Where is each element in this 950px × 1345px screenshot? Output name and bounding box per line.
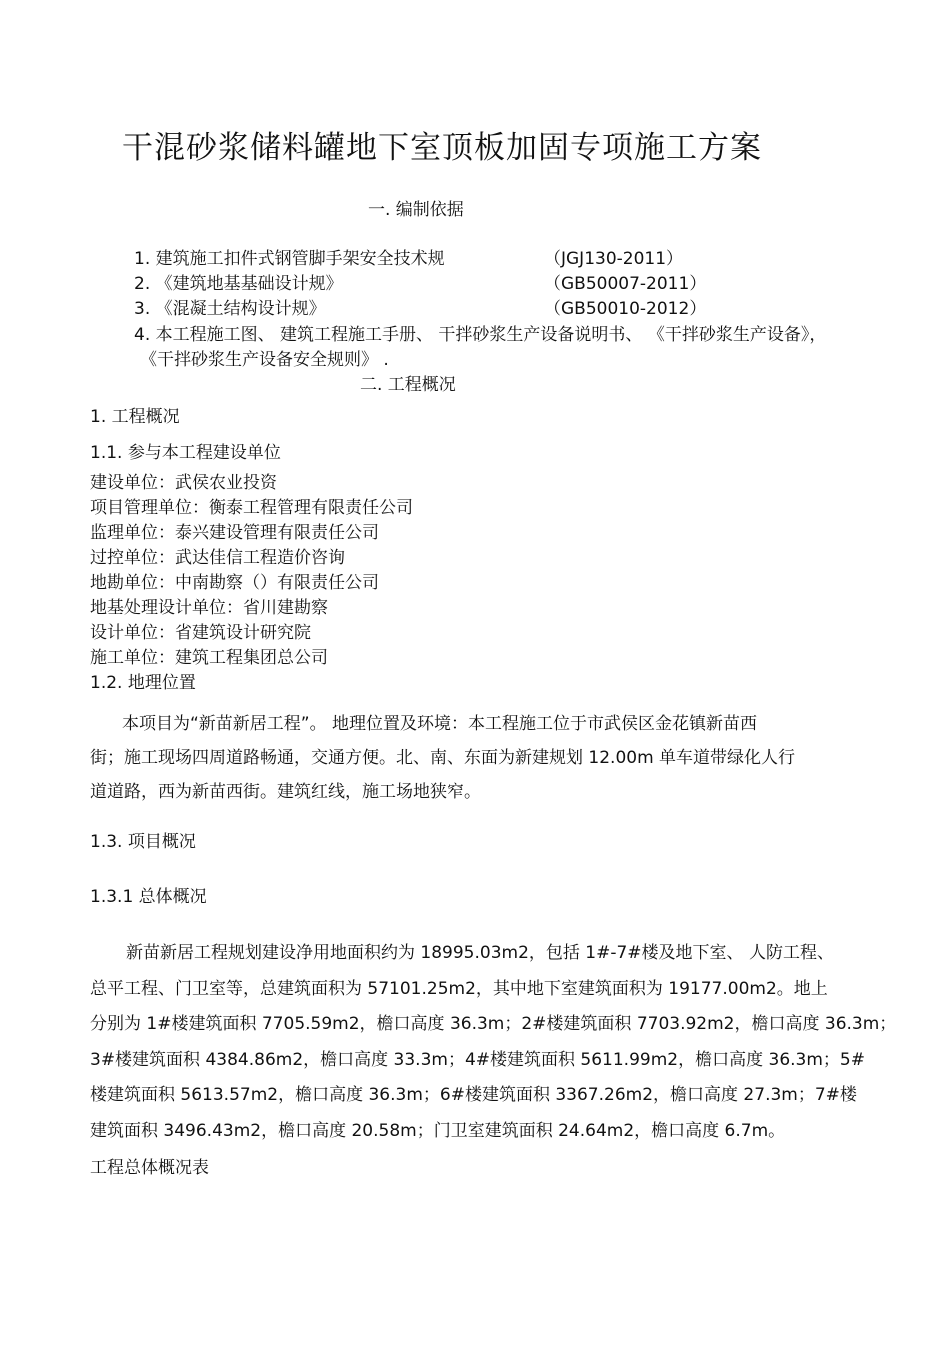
unit-line: 地基处理设计单位：省川建勘察: [90, 598, 328, 618]
reference-code: （GB50007-2011）: [544, 274, 707, 294]
unit-line: 建设单位：武侯农业投资: [90, 473, 277, 493]
paragraph-line: 建筑面积 3496.43m2，檐口高度 20.58m；门卫室建筑面积 24.64m2，檐口高度 6.7m。: [90, 1120, 786, 1141]
paragraph-line: 分别为 1#楼建筑面积 7705.59m2，檐口高度 36.3m；2#楼建筑面积 7703.92m2，檐口高度 36.3m；: [90, 1014, 897, 1034]
subheading-1-1: 1.1. 参与本工程建设单位: [90, 443, 281, 463]
subheading-1-3: 1.3. 项目概况: [90, 832, 196, 852]
unit-line: 设计单位：省建筑设计研究院: [90, 623, 311, 643]
paragraph-line: 新苗新居工程规划建设净用地面积约为 18995.03m2，包括 1#-7#楼及地下室、 人防工程、: [126, 943, 834, 963]
paragraph-line: 道道路，西为新苗西街。建筑红线，施工场地狭窄。: [90, 782, 481, 802]
subheading-1-3-1: 1.3.1 总体概况: [90, 887, 207, 907]
paragraph-line: 本项目为“新苗新居工程”。 地理位置及环境：本工程施工位于市武侯区金花镇新苗西: [122, 714, 758, 734]
unit-line: 监理单位：泰兴建设管理有限责任公司: [90, 523, 379, 543]
subheading-1: 1. 工程概况: [90, 407, 180, 427]
section-heading-basis: 一. 编制依据: [368, 200, 464, 220]
paragraph-line: 3#楼建筑面积 4384.86m2，檐口高度 33.3m；4#楼建筑面积 5611.99m2，檐口高度 36.3m；5#: [90, 1049, 865, 1070]
overview-paragraph: [90, 936, 896, 1149]
document-title: 干混砂浆储料罐地下室顶板加固专项施工方案: [122, 130, 762, 166]
reference-item: 1. 建筑施工扣件式钢管脚手架安全技术规: [134, 249, 445, 269]
paragraph-line: 总平工程、门卫室等，总建筑面积为 57101.25m2，其中地下室建筑面积为 19177.00m2。地上: [90, 978, 828, 999]
location-paragraph: [90, 707, 795, 809]
table-caption: 工程总体概况表: [90, 1158, 209, 1178]
paragraph-line: 楼建筑面积 5613.57m2，檐口高度 36.3m；6#楼建筑面积 3367.26m2，檐口高度 27.3m；7#楼: [90, 1085, 857, 1105]
subheading-1-2: 1.2. 地理位置: [90, 673, 196, 693]
unit-line: 项目管理单位：衡泰工程管理有限责任公司: [90, 498, 413, 518]
unit-line: 施工单位：建筑工程集团总公司: [90, 648, 328, 668]
unit-line: 过控单位：武达佳信工程造价咨询: [90, 548, 345, 568]
section-heading-overview: 二. 工程概况: [360, 375, 456, 395]
reference-item-continued: 《干拌砂浆生产设备安全规则》 .: [140, 350, 389, 370]
paragraph-line: 街；施工现场四周道路畅通，交通方便。北、南、东面为新建规划 12.00m 单车道带绿化人行: [90, 748, 796, 768]
reference-item: 2. 《建筑地基基础设计规》: [134, 274, 343, 294]
reference-code: （JGJ130-2011）: [544, 249, 684, 269]
reference-item: 3. 《混凝土结构设计规》: [134, 299, 326, 319]
reference-item: 4. 本工程施工图、 建筑工程施工手册、 干拌砂浆生产设备说明书、 《干拌砂浆生产设备》，: [134, 325, 827, 345]
reference-code: （GB50010-2012）: [544, 299, 707, 319]
unit-line: 地勘单位：中南勘察（）有限责任公司: [90, 573, 379, 593]
